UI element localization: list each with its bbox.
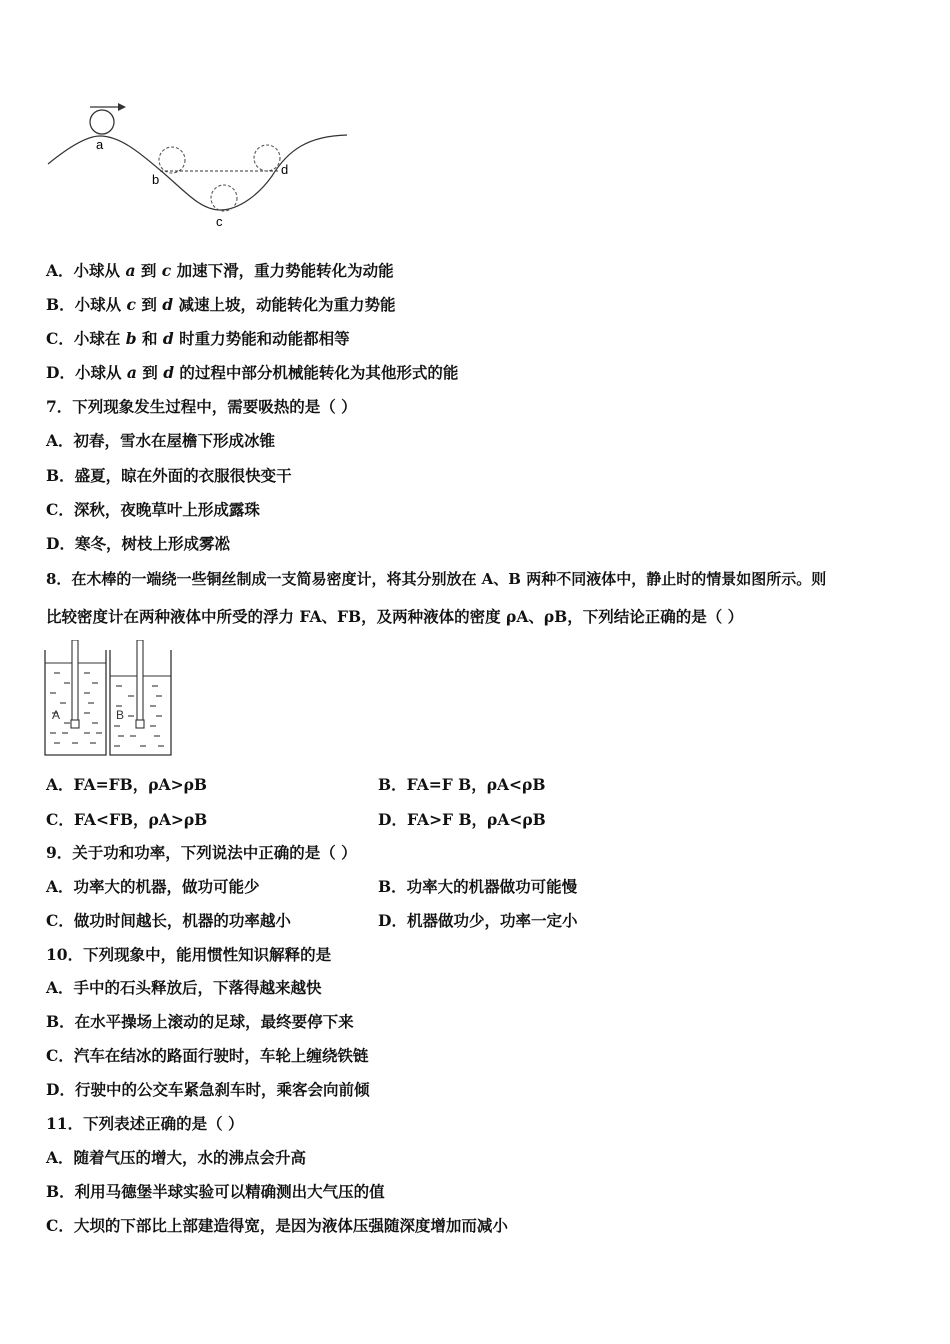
q11-stem: 11．下列表述正确的是（ ） [46,1114,244,1133]
q10-option-d: D．行驶中的公交车紧急刹车时，乘客会向前倾 [46,1080,370,1099]
q8-option-d: D．FA>F B，ρA<ρB [378,810,546,829]
q9-option-b: B．功率大的机器做功可能慢 [378,877,578,896]
q11-option-a: A．随着气压的增大，水的沸点会升高 [46,1148,307,1167]
q10-option-b: B．在水平操场上滚动的足球，最终要停下来 [46,1012,354,1031]
label-a: a [96,137,104,152]
q7-option-c: C．深秋，夜晚草叶上形成露珠 [46,500,260,519]
q6-option-b: B．小球从 c 到 d 减速上坡，动能转化为重力势能 [46,295,396,314]
q9-option-c: C．做功时间越长，机器的功率越小 [46,911,291,930]
q11-option-b: B．利用马德堡半球实验可以精确测出大气压的值 [46,1182,385,1201]
label-c: c [216,214,223,229]
label-liquid-a: A [52,708,61,722]
q9-option-a: A．功率大的机器，做功可能少 [46,877,260,896]
q7-option-b: B．盛夏，晾在外面的衣服很快变干 [46,466,292,485]
beaker-b [110,640,171,755]
q7-option-d: D．寒冬，树枝上形成雾凇 [46,534,230,553]
label-liquid-b: B [116,708,125,722]
q7-option-a: A．初春，雪水在屋檐下形成冰锥 [46,431,276,450]
q10-option-c: C．汽车在结冰的路面行驶时，车轮上缠绕铁链 [46,1046,369,1065]
q10-stem: 10．下列现象中，能用惯性知识解释的是 [46,945,332,964]
q11-option-c: C．大坝的下部比上部建造得宽，是因为液体压强随深度增加而减小 [46,1216,508,1235]
hydrometer-a [72,640,78,722]
label-b: b [152,172,160,187]
q6-option-c: C．小球在 b 和 d 时重力势能和动能都相等 [46,329,350,348]
label-d: d [281,162,289,177]
ball-b [159,147,185,173]
q8-option-b: B．FA=F B，ρA<ρB [378,775,546,794]
q6-option-d: D．小球从 a 到 d 的过程中部分机械能转化为其他形式的能 [46,363,459,382]
beaker-a [45,640,106,755]
ball-a [90,110,114,134]
q9-option-d: D．机器做功少，功率一定小 [378,911,578,930]
ball-c [211,185,237,211]
ball-d [254,145,280,171]
hydrometer-b [137,640,143,722]
figure-hydrometers [44,640,174,760]
q10-option-a: A．手中的石头释放后，下落得越来越快 [46,978,322,997]
q8-stem-line2: 比较密度计在两种液体中所受的浮力 FA、FB，及两种液体的密度 ρA、ρB，下列结论正确的是（ ） [46,607,744,626]
q8-option-a: A．FA=FB，ρA>ρB [46,775,207,794]
q8-stem-line1: 8．在木棒的一端绕一些铜丝制成一支简易密度计，将其分别放在 A、B 两种不同液体中，静止时的情景如图所示。则 [46,570,827,588]
q7-stem: 7．下列现象发生过程中，需要吸热的是（ ） [46,397,357,416]
q8-option-c: C．FA<FB，ρA>ρB [46,810,208,829]
q6-option-a: A．小球从 a 到 c 加速下滑，重力势能转化为动能 [46,261,394,280]
figure-ball-track [40,98,360,233]
q9-stem: 9．关于功和功率，下列说法中正确的是（ ） [46,843,357,862]
